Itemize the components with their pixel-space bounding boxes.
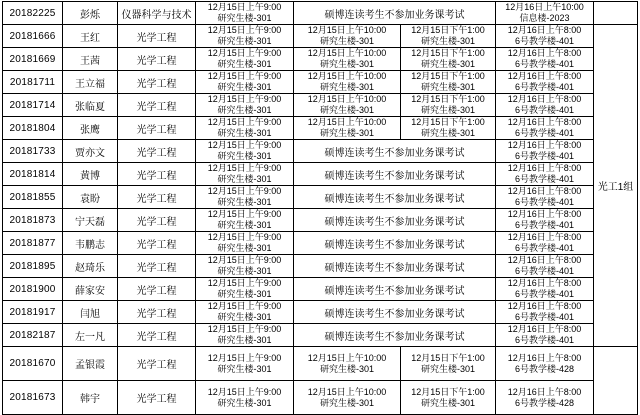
major-cell: 仪器科学与技术	[118, 2, 196, 25]
exam1-cell	[196, 117, 294, 140]
major-cell: 光学工程	[118, 209, 196, 232]
table-row	[3, 163, 638, 186]
cell-line: 研究生楼-301	[319, 59, 374, 69]
student-name-cell: 孟银霞	[63, 347, 118, 381]
student-id-cell: 20182187	[3, 324, 63, 347]
cell-line: 研究生楼-301	[217, 151, 272, 161]
table-row	[3, 232, 638, 255]
cell-line: 12月16日上午8:00	[507, 71, 582, 81]
student-id-cell: 20181673	[3, 381, 63, 415]
cell-line: 研究生楼-301	[420, 105, 475, 115]
exam4-cell	[496, 232, 594, 255]
cell-line: 6号教学楼-401	[514, 312, 575, 322]
cell-line: 12月16日上午8:00	[507, 301, 582, 311]
exam4-cell	[496, 48, 594, 71]
table-row	[3, 48, 638, 71]
cell-line: 12月15日上午9:00	[207, 324, 282, 334]
cell-line: 研究生楼-301	[420, 363, 475, 374]
cell-line: 12月15日下午1:00	[411, 352, 485, 363]
cell-line: 研究生楼-301	[217, 312, 272, 322]
exam1-cell	[196, 71, 294, 94]
cell-line: 研究生楼-301	[217, 36, 272, 46]
cell-line: 12月15日下午1:00	[411, 386, 485, 397]
student-id-cell: 20181814	[3, 163, 63, 186]
student-id-cell: 20181714	[3, 94, 63, 117]
exam1-cell	[196, 25, 294, 48]
exam3-cell	[401, 94, 496, 117]
cell-line: 12月16日上午8:00	[507, 255, 582, 265]
cell-line: 12月15日上午9:00	[207, 71, 282, 81]
student-name-cell: 赵琦乐	[63, 255, 118, 278]
cell-line: 12月15日上午10:00	[307, 25, 387, 35]
exam1-cell	[196, 140, 294, 163]
cell-line: 12月15日上午9:00	[207, 386, 282, 397]
cell-line: 12月15日上午9:00	[207, 2, 282, 12]
cell-line: 研究生楼-301	[319, 36, 374, 46]
exam4-cell	[496, 301, 594, 324]
cell-line: 12月15日下午1:00	[411, 48, 485, 58]
cell-line: 12月16日上午8:00	[507, 209, 582, 219]
exam2-cell	[294, 347, 401, 381]
cell-line: 研究生楼-301	[217, 363, 272, 374]
cell-line: 研究生楼-301	[319, 82, 374, 92]
exam1-cell	[196, 381, 294, 415]
exam1-cell	[196, 186, 294, 209]
cell-line: 6号教学楼-401	[514, 59, 575, 69]
cell-line: 12月15日上午10:00	[307, 94, 387, 104]
exam1-cell	[196, 2, 294, 25]
exam1-cell	[196, 278, 294, 301]
cell-line: 6号教学楼-401	[514, 289, 575, 299]
cell-line: 研究生楼-301	[420, 128, 475, 138]
student-id-cell: 20181733	[3, 140, 63, 163]
exam4-cell	[496, 278, 594, 301]
student-name-cell: 韦鹏志	[63, 232, 118, 255]
no-exam-note-cell: 硕博连读考生不参加业务课考试	[294, 2, 496, 25]
no-exam-note-cell: 硕博连读考生不参加业务课考试	[294, 301, 496, 324]
cell-line: 6号教学楼-401	[514, 128, 575, 138]
exam4-cell	[496, 2, 594, 25]
cell-line: 研究生楼-301	[217, 128, 272, 138]
exam1-cell	[196, 48, 294, 71]
table-row	[3, 25, 638, 48]
cell-line: 12月16日上午8:00	[507, 94, 582, 104]
exam2-cell	[294, 117, 401, 140]
cell-line: 研究生楼-301	[217, 220, 272, 230]
student-name-cell: 彭烁	[63, 2, 118, 25]
cell-line: 12月15日上午9:00	[207, 94, 282, 104]
major-cell: 光学工程	[118, 117, 196, 140]
cell-line: 研究生楼-301	[319, 397, 374, 408]
exam1-cell	[196, 94, 294, 117]
cell-line: 研究生楼-301	[217, 13, 272, 23]
table-row	[3, 301, 638, 324]
student-id-cell: 20182225	[3, 2, 63, 25]
cell-line: 12月15日上午10:00	[307, 48, 387, 58]
no-exam-note-cell: 硕博连读考生不参加业务课考试	[294, 278, 496, 301]
no-exam-note-cell: 硕博连读考生不参加业务课考试	[294, 255, 496, 278]
cell-line: 6号教学楼-401	[514, 197, 575, 207]
exam1-cell	[196, 347, 294, 381]
cell-line: 研究生楼-301	[217, 335, 272, 345]
table-row	[3, 209, 638, 232]
exam2-cell	[294, 25, 401, 48]
cell-line: 12月16日上午8:00	[507, 48, 582, 58]
exam3-cell	[401, 347, 496, 381]
cell-line: 12月16日上午8:00	[507, 386, 582, 397]
cell-line: 12月15日上午9:00	[207, 232, 282, 242]
student-name-cell: 王立福	[63, 71, 118, 94]
no-exam-note-cell: 硕博连读考生不参加业务课考试	[294, 324, 496, 347]
exam4-cell	[496, 25, 594, 48]
cell-line: 研究生楼-301	[420, 59, 475, 69]
cell-line: 6号教学楼-401	[514, 220, 575, 230]
cell-line: 6号教学楼-401	[514, 105, 575, 115]
cell-line: 12月15日上午10:00	[307, 117, 387, 127]
cell-line: 研究生楼-301	[217, 397, 272, 408]
student-name-cell: 韩宇	[63, 381, 118, 415]
cell-line: 研究生楼-301	[319, 363, 374, 374]
exam4-cell	[496, 324, 594, 347]
no-exam-note-cell: 硕博连读考生不参加业务课考试	[294, 140, 496, 163]
exam2-cell	[294, 71, 401, 94]
student-id-cell: 20181873	[3, 209, 63, 232]
exam3-cell	[401, 381, 496, 415]
group-label-cell	[594, 347, 638, 415]
exam1-cell	[196, 209, 294, 232]
major-cell: 光学工程	[118, 324, 196, 347]
cell-line: 研究生楼-301	[217, 59, 272, 69]
major-cell: 光学工程	[118, 48, 196, 71]
cell-line: 12月15日上午9:00	[207, 255, 282, 265]
major-cell: 光学工程	[118, 140, 196, 163]
cell-line: 6号教学楼-428	[514, 363, 575, 374]
cell-line: 6号教学楼-428	[514, 397, 575, 408]
cell-line: 12月15日上午9:00	[207, 278, 282, 288]
cell-line: 12月16日上午8:00	[507, 117, 582, 127]
table-row	[3, 117, 638, 140]
cell-line: 12月16日上午8:00	[507, 232, 582, 242]
student-id-cell: 20181669	[3, 48, 63, 71]
student-name-cell: 左一凡	[63, 324, 118, 347]
student-name-cell: 袁盼	[63, 186, 118, 209]
exam4-cell	[496, 186, 594, 209]
cell-line: 12月15日下午1:00	[411, 71, 485, 81]
cell-line: 研究生楼-301	[420, 397, 475, 408]
table-row	[3, 71, 638, 94]
cell-line: 12月15日上午10:00	[307, 352, 387, 363]
student-id-cell: 20181711	[3, 71, 63, 94]
cell-line: 6号教学楼-401	[514, 36, 575, 46]
cell-line: 研究生楼-301	[217, 82, 272, 92]
student-name-cell: 王红	[63, 25, 118, 48]
exam1-cell	[196, 324, 294, 347]
exam-schedule-table	[2, 1, 638, 415]
cell-line: 6号教学楼-401	[514, 82, 575, 92]
cell-line: 信息楼-2023	[519, 13, 570, 23]
group-label-cell	[594, 2, 638, 25]
cell-line: 6号教学楼-401	[514, 151, 575, 161]
exam4-cell	[496, 381, 594, 415]
cell-line: 12月16日上午8:00	[507, 163, 582, 173]
major-cell: 光学工程	[118, 301, 196, 324]
major-cell: 光学工程	[118, 232, 196, 255]
cell-line: 12月16日上午8:00	[507, 324, 582, 334]
exam3-cell	[401, 117, 496, 140]
cell-line: 12月15日上午9:00	[207, 209, 282, 219]
major-cell: 光学工程	[118, 278, 196, 301]
cell-line: 12月16日上午10:00	[505, 2, 584, 12]
cell-line: 12月15日下午1:00	[411, 94, 485, 104]
cell-line: 研究生楼-301	[217, 266, 272, 276]
exam-schedule-body	[3, 2, 638, 415]
major-cell: 光学工程	[118, 163, 196, 186]
cell-line: 研究生楼-301	[217, 105, 272, 115]
cell-line: 12月15日上午9:00	[207, 352, 282, 363]
student-name-cell: 贾亦文	[63, 140, 118, 163]
table-row	[3, 140, 638, 163]
no-exam-note-cell: 硕博连读考生不参加业务课考试	[294, 186, 496, 209]
cell-line: 12月15日上午9:00	[207, 117, 282, 127]
exam4-cell	[496, 71, 594, 94]
exam4-cell	[496, 94, 594, 117]
cell-line: 12月16日上午8:00	[507, 140, 582, 150]
cell-line: 12月15日上午10:00	[307, 71, 387, 81]
cell-line: 研究生楼-301	[420, 36, 475, 46]
group-label-cell: 光工1组	[594, 25, 638, 347]
exam3-cell	[401, 48, 496, 71]
cell-line: 12月15日上午9:00	[207, 25, 282, 35]
student-id-cell: 20181895	[3, 255, 63, 278]
exam1-cell	[196, 255, 294, 278]
exam4-cell	[496, 255, 594, 278]
student-name-cell: 张鹰	[63, 117, 118, 140]
exam2-cell	[294, 48, 401, 71]
student-name-cell: 黄博	[63, 163, 118, 186]
major-cell: 光学工程	[118, 71, 196, 94]
exam1-cell	[196, 301, 294, 324]
cell-line: 6号教学楼-401	[514, 174, 575, 184]
student-name-cell: 闫旭	[63, 301, 118, 324]
student-id-cell: 20181855	[3, 186, 63, 209]
student-id-cell: 20181917	[3, 301, 63, 324]
exam3-cell	[401, 71, 496, 94]
cell-line: 研究生楼-301	[217, 197, 272, 207]
exam1-cell	[196, 232, 294, 255]
cell-line: 12月16日上午8:00	[507, 186, 582, 196]
cell-line: 12月16日上午8:00	[507, 278, 582, 288]
cell-line: 12月15日下午1:00	[411, 117, 485, 127]
student-name-cell: 薛家安	[63, 278, 118, 301]
cell-line: 研究生楼-301	[217, 243, 272, 253]
cell-line: 6号教学楼-401	[514, 266, 575, 276]
student-id-cell: 20181877	[3, 232, 63, 255]
exam4-cell	[496, 347, 594, 381]
table-row	[3, 278, 638, 301]
exam4-cell	[496, 117, 594, 140]
table-row	[3, 381, 638, 415]
cell-line: 6号教学楼-401	[514, 335, 575, 345]
cell-line: 12月16日上午8:00	[507, 25, 582, 35]
student-id-cell: 20181900	[3, 278, 63, 301]
exam2-cell	[294, 381, 401, 415]
cell-line: 12月15日上午9:00	[207, 301, 282, 311]
exam4-cell	[496, 209, 594, 232]
no-exam-note-cell: 硕博连读考生不参加业务课考试	[294, 232, 496, 255]
student-name-cell: 宁天磊	[63, 209, 118, 232]
major-cell: 光学工程	[118, 381, 196, 415]
cell-line: 12月15日上午9:00	[207, 48, 282, 58]
cell-line: 12月16日上午8:00	[507, 352, 582, 363]
exam4-cell	[496, 163, 594, 186]
cell-line: 12月15日上午9:00	[207, 163, 282, 173]
cell-line: 12月15日上午9:00	[207, 186, 282, 196]
student-id-cell: 20181666	[3, 25, 63, 48]
cell-line: 6号教学楼-401	[514, 243, 575, 253]
table-row	[3, 186, 638, 209]
cell-line: 研究生楼-301	[217, 174, 272, 184]
major-cell: 光学工程	[118, 94, 196, 117]
cell-line: 12月15日上午9:00	[207, 140, 282, 150]
exam4-cell	[496, 140, 594, 163]
major-cell: 光学工程	[118, 255, 196, 278]
cell-line: 研究生楼-301	[319, 128, 374, 138]
cell-line: 研究生楼-301	[319, 105, 374, 115]
major-cell: 光学工程	[118, 186, 196, 209]
table-row	[3, 324, 638, 347]
table-row	[3, 94, 638, 117]
cell-line: 研究生楼-301	[217, 289, 272, 299]
exam1-cell	[196, 163, 294, 186]
no-exam-note-cell: 硕博连读考生不参加业务课考试	[294, 209, 496, 232]
no-exam-note-cell: 硕博连读考生不参加业务课考试	[294, 163, 496, 186]
student-name-cell: 王茜	[63, 48, 118, 71]
exam2-cell	[294, 94, 401, 117]
table-row	[3, 255, 638, 278]
exam3-cell	[401, 25, 496, 48]
student-id-cell: 20181804	[3, 117, 63, 140]
major-cell: 光学工程	[118, 25, 196, 48]
table-row	[3, 2, 638, 25]
major-cell: 光学工程	[118, 347, 196, 381]
cell-line: 12月15日下午1:00	[411, 25, 485, 35]
cell-line: 12月15日上午10:00	[307, 386, 387, 397]
table-row	[3, 347, 638, 381]
student-id-cell: 20181670	[3, 347, 63, 381]
student-name-cell: 张临夏	[63, 94, 118, 117]
cell-line: 研究生楼-301	[420, 82, 475, 92]
